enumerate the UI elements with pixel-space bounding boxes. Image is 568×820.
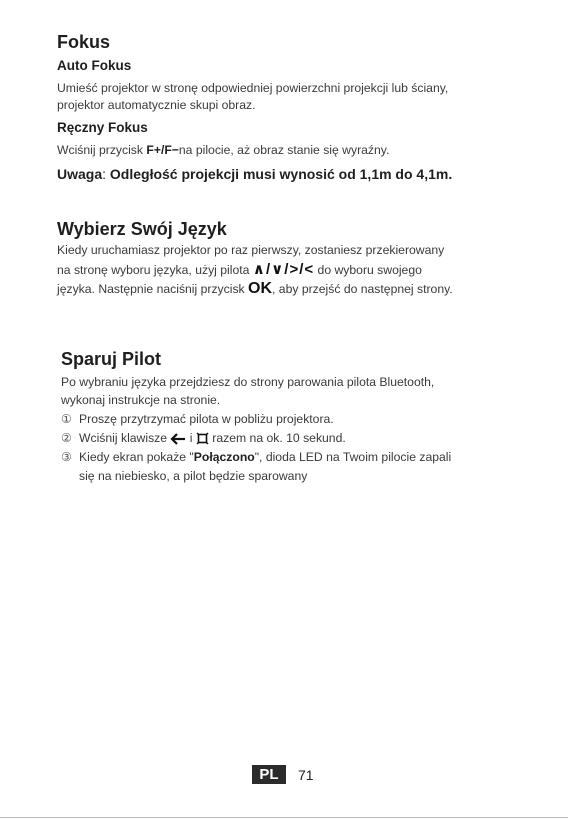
auto-fokus-text-1: Umieść projektor w stronę odpowiedniej powierzchni projekcji lub ściany,: [57, 81, 449, 95]
note-text: Odległość projekcji musi wynosić od 1,1m do 4,1m.: [109, 166, 453, 182]
language-badge: PL: [252, 765, 286, 784]
auto-fokus-heading: Auto Fokus: [57, 58, 132, 73]
language-line-3a: języka. Następnie naciśnij przycisk: [57, 282, 249, 296]
step-2-text-b: razem na ok. 10 sekund.: [208, 431, 346, 445]
language-line-2b: do wyboru swojego: [314, 263, 422, 277]
auto-fokus-text-2: projektor automatycznie skupi obraz.: [57, 98, 256, 112]
language-line-2: [57, 260, 422, 280]
step-3-number: ③: [61, 450, 72, 464]
fokus-title: Fokus: [57, 32, 111, 52]
ok-key-icon: OK: [248, 280, 273, 297]
note-label: Uwaga: [57, 166, 103, 182]
note-separator: :: [102, 166, 107, 182]
step-1-number: ①: [61, 412, 72, 426]
pairing-step-3-cont: się na niebiesko, a pilot będzie sparowany: [79, 469, 308, 483]
pairing-title: Sparuj Pilot: [61, 349, 162, 369]
manual-text-b: na pilocie, aż obraz stanie się wyraźny.: [178, 143, 390, 157]
back-arrow-icon: [170, 433, 186, 445]
focus-key-label: F+/F−: [146, 143, 179, 157]
manual-fokus-text: [57, 141, 389, 160]
language-line-1: Kiedy uruchamiasz projektor po raz pierwszy, zostaniesz przekierowany: [57, 243, 445, 257]
language-line-2a: na stronę wyboru języka, użyj pilota: [57, 263, 253, 277]
step-3-bold: Połączono: [193, 450, 255, 464]
step-2-number: ②: [61, 431, 72, 445]
step-2-text-a: Wciśnij klawisze: [79, 431, 171, 445]
manual-text-a: Wciśnij przycisk: [57, 143, 147, 157]
arrow-keys-icon: ∧/∨/>/<: [252, 261, 315, 278]
step-1-text: Proszę przytrzymać pilota w pobliżu projektora.: [79, 412, 334, 426]
home-key-icon: [196, 432, 209, 445]
note-line: [57, 166, 452, 182]
pairing-line-1: Po wybraniu języka przejdziesz do strony parowania pilota Bluetooth,: [61, 375, 435, 389]
language-line-3b: , aby przejść do następnej strony.: [272, 282, 453, 296]
manual-fokus-heading: Ręczny Fokus: [57, 120, 148, 135]
step-3-text-b: ", dioda LED na Twoim pilocie zapali: [254, 450, 452, 464]
language-line-3: [57, 279, 453, 299]
step-2-text-mid: i: [186, 431, 196, 445]
pairing-step-2: [61, 429, 346, 448]
page-number: 71: [298, 767, 314, 783]
pairing-line-2: wykonaj instrukcje na stronie.: [61, 393, 221, 407]
step-3-text-a: Kiedy ekran pokaże ": [79, 450, 194, 464]
pairing-step-1: [61, 410, 334, 429]
pairing-step-3: [61, 448, 451, 467]
bottom-divider: [0, 817, 568, 818]
language-title: Wybierz Swój Język: [57, 219, 227, 239]
